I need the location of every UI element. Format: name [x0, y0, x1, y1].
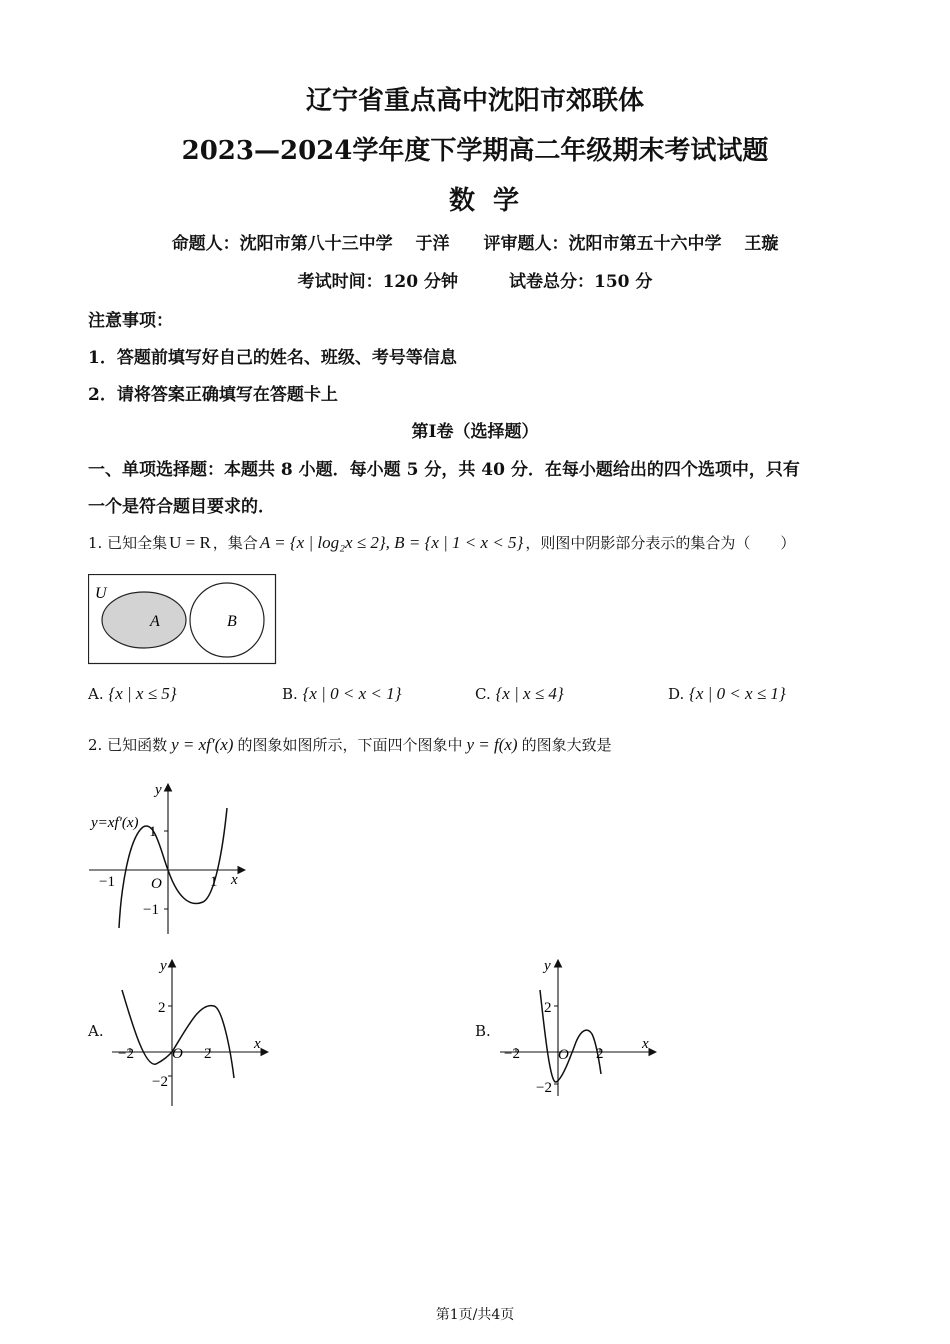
x-axis-label: x — [642, 1036, 649, 1052]
x-tick-label: −2 — [504, 1046, 520, 1062]
x-axis-label: x — [254, 1036, 261, 1052]
question-1-sets: A = {x | log₂x ≤ 2}, B = {x | 1 < x < 5} — [259, 533, 524, 552]
x-axis-label: x — [231, 872, 238, 888]
y-axis-label: y — [155, 782, 162, 798]
question-1-stem — [88, 532, 795, 553]
origin-label: O — [151, 876, 162, 892]
curve-option-a — [122, 990, 234, 1078]
question-1-suffix: ，则图中阴影部分表示的集合为（ ） — [525, 534, 796, 552]
origin-label: O — [172, 1046, 183, 1062]
volume-title: 第Ⅰ卷（选择题） — [411, 422, 539, 442]
question-1-prefix: 1. 已知全集 — [88, 534, 168, 552]
question-2-suffix: 的图象大致是 — [521, 736, 612, 754]
y-tick-label: 1 — [149, 824, 157, 840]
graph-xfprime — [85, 778, 255, 938]
section-instruction-line1: 一、单项选择题：本题共 8 小题．每小题 5 分，共 40 分．在每小题给出的四个选项中，只有 — [88, 460, 800, 480]
section-instruction-line2: 一个是符合题目要求的． — [88, 497, 275, 517]
q1-option-c[interactable] — [475, 684, 564, 704]
option-label: C. — [475, 685, 491, 703]
x-tick-label: −2 — [118, 1046, 134, 1062]
exam-info-line: 考试时间：120 分钟 试卷总分：150 分 — [297, 272, 653, 292]
option-text: {x | 0 < x ≤ 1} — [689, 684, 786, 703]
question-2-stem — [88, 734, 612, 755]
q2-option-a-graph[interactable] — [108, 956, 274, 1110]
x-tick-label: 2 — [204, 1046, 212, 1062]
question-1-mid: ，集合 — [212, 534, 258, 552]
y-tick-label: −1 — [143, 902, 159, 918]
q2-option-b-graph[interactable] — [496, 956, 662, 1100]
q1-option-a[interactable] — [88, 684, 177, 704]
question-2-prefix: 2. 已知函数 — [88, 736, 168, 754]
x-tick-label: 2 — [596, 1046, 604, 1062]
question-2-func: y = xf′(x) — [171, 735, 234, 754]
option-text: {x | 0 < x < 1} — [302, 684, 402, 703]
y-tick-label: −2 — [152, 1074, 168, 1090]
y-axis-label: y — [544, 958, 551, 974]
venn-label-u: U — [95, 585, 107, 602]
subject-title: 数学 — [448, 186, 537, 216]
page-number: 第1页/共4页 — [435, 1307, 515, 1323]
option-label: D. — [668, 685, 685, 703]
q1-option-b[interactable] — [282, 684, 401, 704]
exam-title-line2: 2023—2024学年度下学期高二年级期末考试试题 — [181, 136, 769, 166]
note-item: 1．答题前填写好自己的姓名、班级、考号等信息 — [88, 348, 457, 368]
y-axis-label: y — [160, 958, 167, 974]
q2-option-b-label[interactable]: B. — [475, 1022, 491, 1040]
question-2-mid: 的图象如图所示，下面四个图象中 — [237, 736, 463, 754]
option-text: {x | x ≤ 4} — [495, 684, 564, 703]
question-2-func2: y = f(x) — [466, 735, 518, 754]
exam-title-line1: 辽宁省重点高中沈阳市郊联体 — [305, 86, 644, 116]
q1-option-d[interactable] — [668, 684, 786, 704]
authors-line: 命题人：沈阳市第八十三中学 于洋 评审题人：沈阳市第五十六中学 王璇 — [171, 234, 779, 254]
option-text: {x | x ≤ 5} — [108, 684, 177, 703]
note-item: 2．请将答案正确填写在答题卡上 — [88, 385, 338, 405]
venn-label-b: B — [227, 613, 237, 630]
notes-heading: 注意事项： — [88, 311, 173, 331]
x-tick-label: −1 — [99, 874, 115, 890]
q2-option-a-label[interactable]: A. — [88, 1022, 104, 1040]
option-label: B. — [282, 685, 298, 703]
option-label: A. — [88, 685, 104, 703]
venn-diagram — [88, 574, 278, 666]
origin-label: O — [558, 1047, 569, 1063]
y-tick-label: −2 — [536, 1080, 552, 1096]
y-tick-label: 2 — [544, 1000, 552, 1016]
y-tick-label: 2 — [158, 1000, 166, 1016]
venn-set-a — [102, 592, 186, 648]
curve-label: y=xf′(x) — [91, 815, 139, 831]
question-1-universal-set: U = R — [169, 533, 211, 552]
x-tick-label: 1 — [210, 874, 218, 890]
venn-label-a: A — [150, 613, 160, 630]
